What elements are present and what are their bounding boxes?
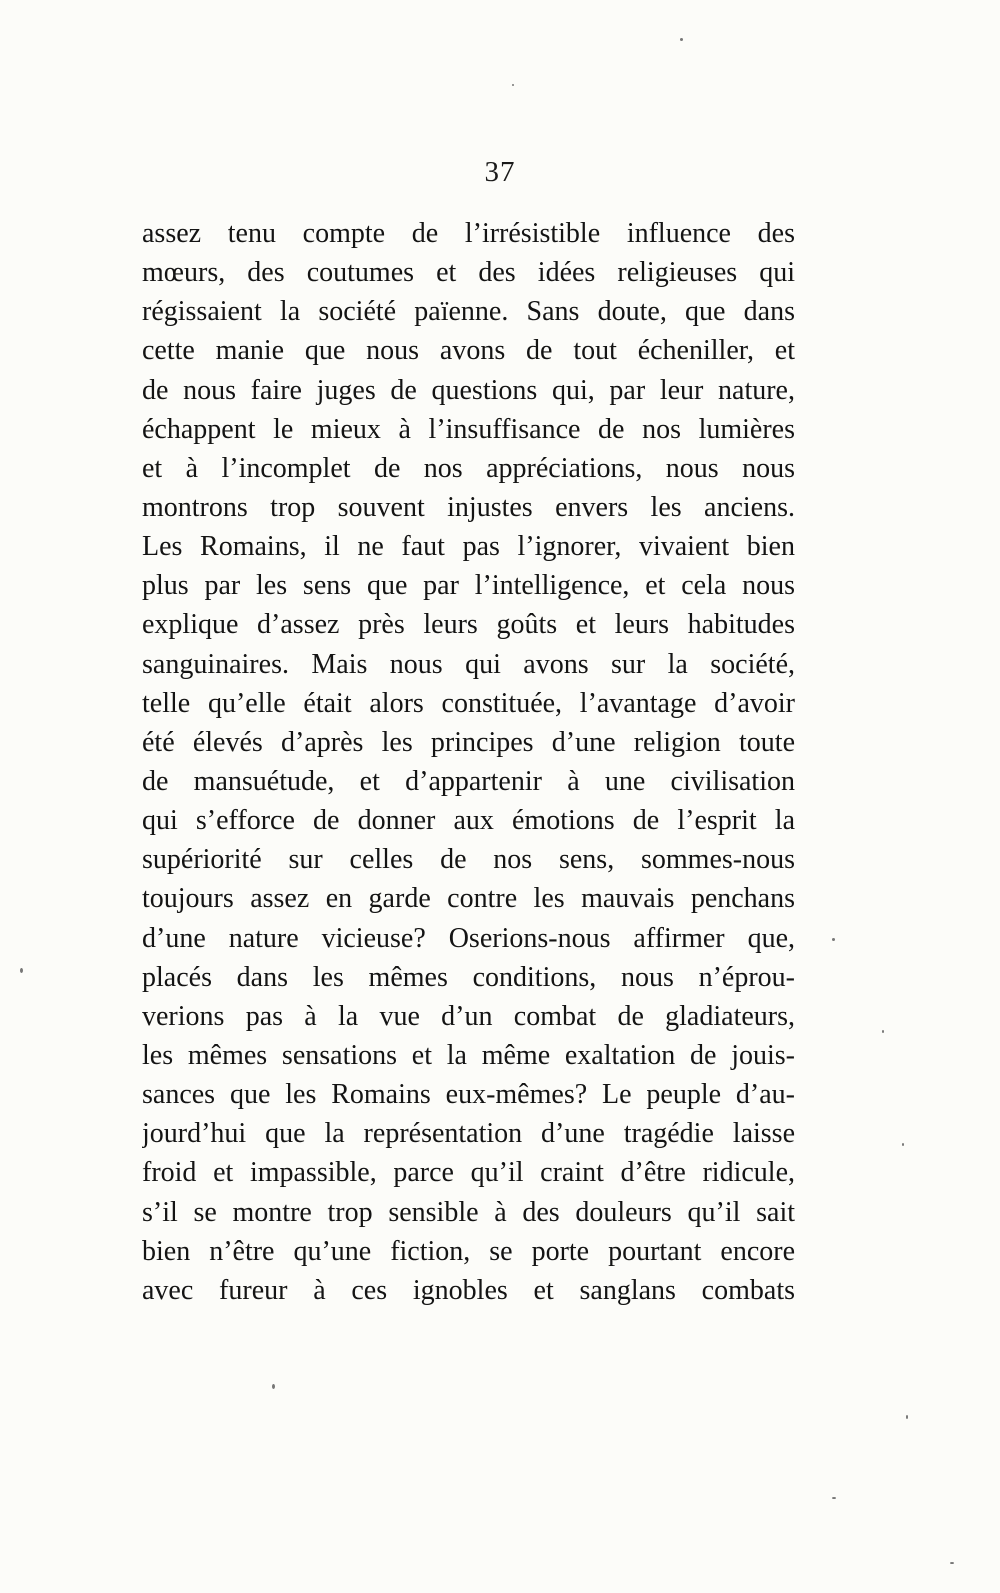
scan-speck [832,1497,836,1499]
text-line: échappent le mieux à l’insuffisance de nos lumières [142,413,795,445]
text-line: placés dans les mêmes conditions, nous n’éprou- [142,961,795,993]
text-line: froid et impassible, parce qu’il craint d’être ridicule, [142,1157,795,1189]
text-line: les mêmes sensations et la même exaltation de jouis- [142,1039,795,1071]
scan-speck [832,938,835,941]
text-line: et à l’incomplet de nos appréciations, nous nous [142,452,795,484]
text-line: régissaient la société païenne. Sans doute, que dans [142,296,795,328]
text-line: plus par les sens que par l’intelligence, et cela nous [142,570,795,602]
page-number: 37 [484,156,516,188]
text-line: de nous faire juges de questions qui, par leur nature, [142,374,795,406]
text-line: d’une nature vicieuse? Oserions-nous affirmer que, [142,922,795,954]
scan-speck [20,968,23,973]
text-line: Les Romains, il ne faut pas l’ignorer, vivaient bien [142,531,795,563]
scan-speck [882,1030,884,1033]
scan-speck [950,1562,954,1564]
text-line: toujours assez en garde contre les mauvais penchans [142,883,795,915]
text-line: jourd’hui que la représentation d’une tragédie laisse [142,1118,795,1150]
body-text [142,214,795,1310]
text-line: avec fureur à ces ignobles et sanglans combats [142,1274,795,1306]
text-line: bien n’être qu’une fiction, se porte pourtant encore [142,1235,795,1267]
text-line: supériorité sur celles de nos sens, sommes-nous [142,844,795,876]
text-line: sances que les Romains eux-mêmes? Le peuple d’au- [142,1079,795,1111]
text-line: de mansuétude, et d’appartenir à une civilisation [142,765,795,797]
text-line: assez tenu compte de l’irrésistible influence des [142,218,795,249]
text-line: s’il se montre trop sensible à des douleurs qu’il sait [142,1196,795,1228]
scan-speck [902,1143,904,1146]
text-line: montrons trop souvent injustes envers les anciens. [142,491,795,523]
text-line: verions pas à la vue d’un combat de gladiateurs, [142,1000,795,1032]
scan-speck [272,1384,275,1389]
text-line: qui s’efforce de donner aux émotions de l’esprit la [142,805,795,837]
scan-speck [680,38,683,41]
scan-speck [906,1415,908,1419]
text-line: sanguinaires. Mais nous qui avons sur la société, [142,648,795,680]
text-line: telle qu’elle était alors constituée, l’avantage d’avoir [142,687,795,719]
text-line: cette manie que nous avons de tout écheniller, et [142,335,795,367]
scan-speck [512,84,514,86]
text-line: été élevés d’après les principes d’une religion toute [142,726,795,758]
text-line: mœurs, des coutumes et des idées religieuses qui [142,257,795,289]
text-line: explique d’assez près leurs goûts et leurs habitudes [142,609,795,641]
